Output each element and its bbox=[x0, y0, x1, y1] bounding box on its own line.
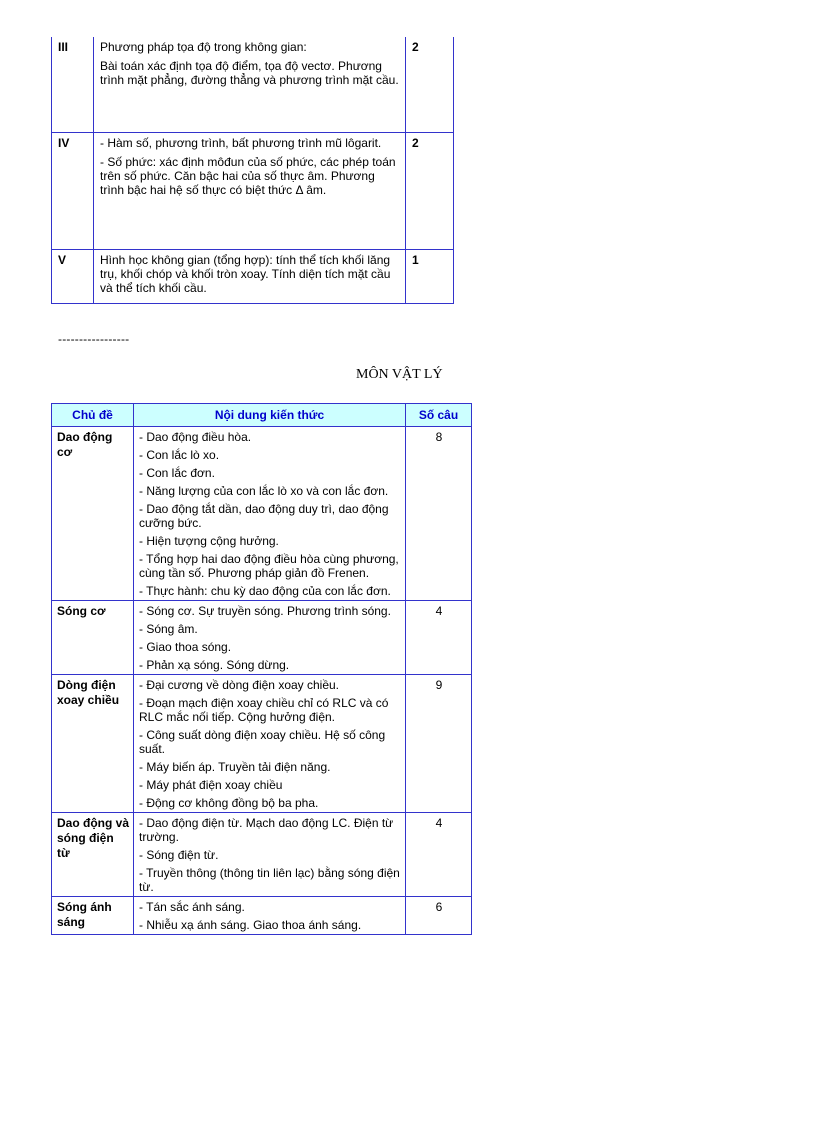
table-row bbox=[52, 675, 472, 813]
row-count: 6 bbox=[406, 897, 472, 935]
math-topics-table bbox=[51, 37, 454, 304]
content-paragraph: Hình học không gian (tổng hợp): tính thể tích khối lăng trụ, khối chóp và khối tròn xoay. Tính diện tích mặt cầu và thể tích khối cầu. bbox=[100, 253, 391, 295]
content-item: - Sóng âm. bbox=[139, 622, 198, 636]
content-item: - Hiện tượng cộng hưởng. bbox=[139, 534, 279, 548]
content-item: - Máy phát điện xoay chiều bbox=[139, 778, 283, 792]
content-item: - Nhiễu xạ ánh sáng. Giao thoa ánh sáng. bbox=[139, 918, 362, 932]
content-paragraph: Bài toán xác định tọa độ điểm, tọa độ vectơ. Phương trình mặt phẳng, đường thẳng và phương trình mặt cầu. bbox=[100, 59, 399, 87]
row-count: 8 bbox=[406, 427, 472, 601]
row-content bbox=[134, 813, 406, 897]
header-topic: Chủ đề bbox=[52, 404, 134, 427]
content-paragraph: Phương pháp tọa độ trong không gian: bbox=[100, 40, 307, 54]
header-content: Nội dung kiến thức bbox=[134, 404, 406, 427]
content-item: - Dao động điều hòa. bbox=[139, 430, 252, 444]
table-row bbox=[52, 133, 454, 250]
content-item: - Con lắc đơn. bbox=[139, 466, 215, 480]
row-count: 2 bbox=[406, 133, 454, 250]
row-count: 9 bbox=[406, 675, 472, 813]
row-content bbox=[94, 37, 406, 133]
row-count: 4 bbox=[406, 601, 472, 675]
row-topic: Sóng ánh sáng bbox=[52, 897, 134, 935]
row-topic: Dao động và sóng điện từ bbox=[52, 813, 134, 897]
row-content bbox=[94, 133, 406, 250]
content-item: - Sóng cơ. Sự truyền sóng. Phương trình sóng. bbox=[139, 604, 391, 618]
content-item: - Sóng điện từ. bbox=[139, 848, 219, 862]
content-item: - Động cơ không đồng bộ ba pha. bbox=[139, 796, 319, 810]
row-content bbox=[94, 250, 406, 304]
separator-line: ----------------- bbox=[58, 332, 130, 346]
content-paragraph: - Số phức: xác định môđun của số phức, các phép toán trên số phức. Căn bậc hai của số thực âm. Phương trình bậc hai hệ số thực có biệt thức Δ âm. bbox=[100, 155, 396, 197]
table-row bbox=[52, 601, 472, 675]
row-count: 1 bbox=[406, 250, 454, 304]
content-item: - Phản xạ sóng. Sóng dừng. bbox=[139, 658, 290, 672]
header-count: Số câu bbox=[406, 404, 472, 427]
content-item: - Đại cương về dòng điện xoay chiều. bbox=[139, 678, 340, 692]
table-row bbox=[52, 250, 454, 304]
content-item: - Dao động điện từ. Mạch dao động LC. Điện từ trường. bbox=[139, 816, 394, 844]
header-row bbox=[52, 404, 472, 427]
row-content bbox=[134, 427, 406, 601]
content-item: - Tán sắc ánh sáng. bbox=[139, 900, 245, 914]
content-item: - Máy biến áp. Truyền tải điện năng. bbox=[139, 760, 331, 774]
content-paragraph: - Hàm số, phương trình, bất phương trình mũ lôgarit. bbox=[100, 136, 382, 150]
content-item: - Giao thoa sóng. bbox=[139, 640, 232, 654]
row-number: V bbox=[52, 250, 94, 304]
table-row bbox=[52, 37, 454, 133]
table-row bbox=[52, 813, 472, 897]
content-item: - Năng lượng của con lắc lò xo và con lắc đơn. bbox=[139, 484, 389, 498]
row-count: 4 bbox=[406, 813, 472, 897]
row-content bbox=[134, 601, 406, 675]
content-item: - Đoạn mạch điện xoay chiều chỉ có RLC và có RLC mắc nối tiếp. Cộng hưởng điện. bbox=[139, 696, 389, 724]
content-item: - Dao động tắt dần, dao động duy trì, dao động cưỡng bức. bbox=[139, 502, 389, 530]
row-number: III bbox=[52, 37, 94, 133]
content-item: - Truyền thông (thông tin liên lạc) bằng sóng điện từ. bbox=[139, 866, 400, 894]
row-number: IV bbox=[52, 133, 94, 250]
row-topic: Dòng điện xoay chiều bbox=[52, 675, 134, 813]
section-title: MÔN VẬT LÝ bbox=[356, 367, 443, 382]
table-row bbox=[52, 897, 472, 935]
row-count: 2 bbox=[406, 37, 454, 133]
row-topic: Sóng cơ bbox=[52, 601, 134, 675]
content-item: - Con lắc lò xo. bbox=[139, 448, 220, 462]
content-item: - Tổng hợp hai dao động điều hòa cùng phương, cùng tần số. Phương pháp giản đồ Frenen. bbox=[139, 552, 399, 580]
content-item: - Công suất dòng điện xoay chiều. Hệ số công suất. bbox=[139, 728, 386, 756]
row-content bbox=[134, 897, 406, 935]
physics-topics-table bbox=[51, 403, 472, 935]
row-topic: Dao động cơ bbox=[52, 427, 134, 601]
row-content bbox=[134, 675, 406, 813]
table-row bbox=[52, 427, 472, 601]
content-item: - Thực hành: chu kỳ dao động của con lắc đơn. bbox=[139, 584, 391, 598]
